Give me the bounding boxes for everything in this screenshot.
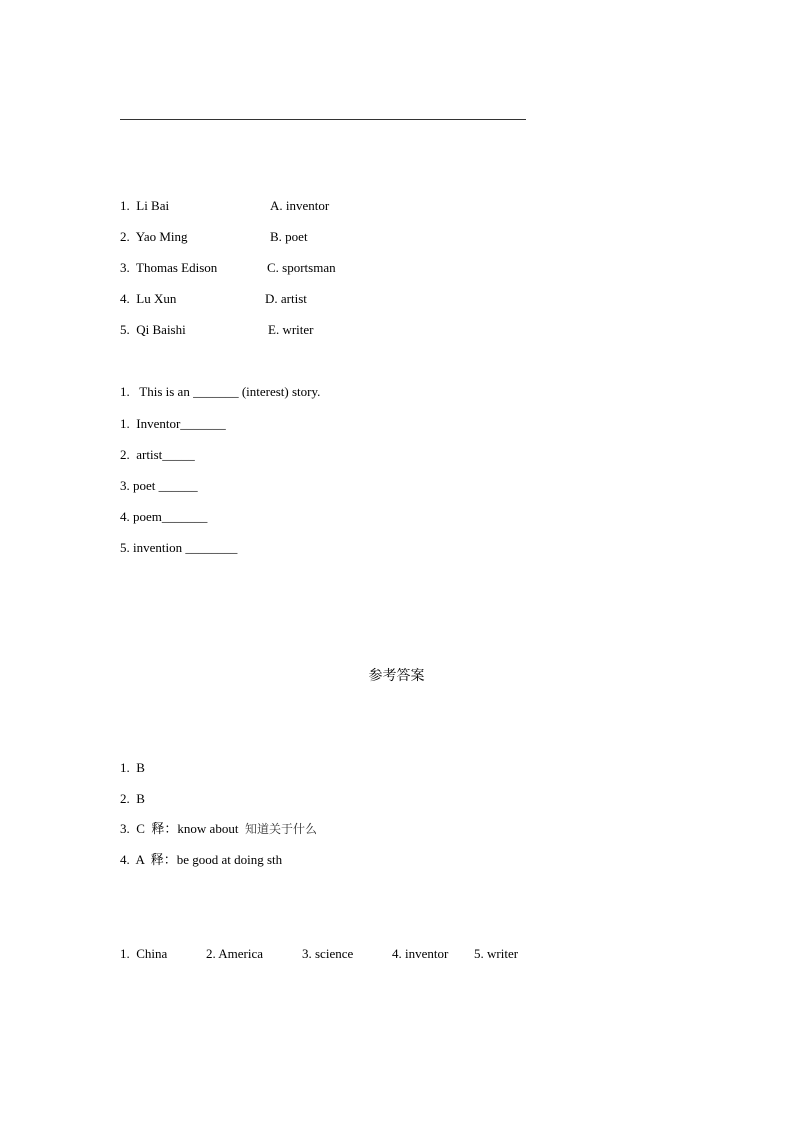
answer-4-english: be good at doing sth	[176, 852, 283, 867]
matching-right-3: C. sportsman	[267, 260, 336, 275]
matching-right-5: E. writer	[268, 322, 314, 337]
final-answer-5: 5. writer	[474, 946, 519, 961]
matching-left-2: 2. Yao Ming	[120, 229, 188, 244]
matching-left-3: 3. Thomas Edison	[120, 260, 218, 275]
matching-left-4: 4. Lu Xun	[120, 291, 177, 306]
word-form-2: 2. artist_____	[120, 447, 195, 462]
answer-4	[120, 852, 282, 868]
top-divider	[120, 119, 526, 120]
final-answer-2: 2. America	[206, 946, 264, 961]
final-answer-3: 3. science	[302, 946, 354, 961]
matching-right-4: D. artist	[265, 291, 307, 306]
word-form-3: 3. poet ______	[120, 478, 198, 493]
answer-1: 1. B	[120, 760, 145, 775]
matching-right-1: A. inventor	[270, 198, 330, 213]
word-form-5: 5. invention ________	[120, 540, 238, 555]
word-form-1: 1. Inventor_______	[120, 416, 226, 431]
answer-3	[120, 821, 317, 837]
answer-2: 2. B	[120, 791, 145, 806]
answer-3-chinese: 知道关于什么	[244, 822, 317, 836]
word-form-4: 4. poem_______	[120, 509, 208, 524]
answer-key-title: 参考答案	[368, 668, 425, 684]
fill-in-question: 1. This is an _______ (interest) story.	[120, 384, 321, 399]
matching-right-2: B. poet	[270, 229, 308, 244]
matching-left-5: 5. Qi Baishi	[120, 322, 186, 337]
answer-3-english: know about	[177, 821, 239, 836]
matching-left-1: 1. Li Bai	[120, 198, 170, 213]
final-answer-4: 4. inventor	[392, 946, 449, 961]
answer-4-prefix: 4. A 释：	[120, 852, 177, 867]
final-answer-1: 1. China	[120, 946, 168, 961]
answer-3-prefix: 3. C 释：	[120, 821, 178, 836]
